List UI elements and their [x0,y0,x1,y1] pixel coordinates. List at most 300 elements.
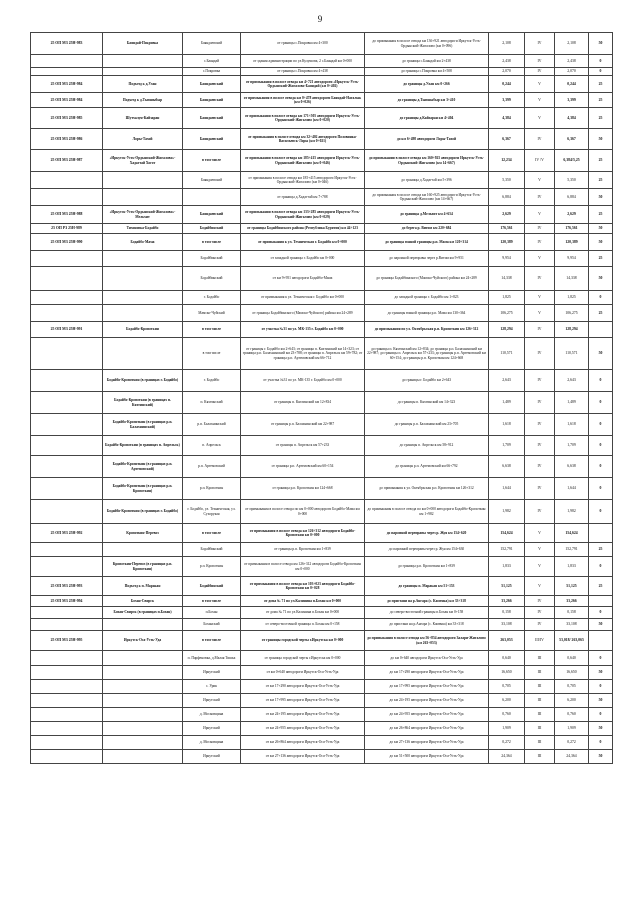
district-cell: Бодайбинский [183,543,241,557]
length-cell: 0,760 [489,708,525,722]
to-cell: до примыкания в полосе отвода км 56+854 автодороги Залари-Жигалово (км 263+053) [365,631,489,651]
length-cell: 154,624 [489,524,525,543]
road-name-cell: Бодайбо-Кропоткин [103,322,183,338]
category-cell: IV [525,267,555,291]
to-cell: до км 24+195 автодороги Иркутск-Оса-Усть-Уда [365,694,489,708]
road-name-cell [103,68,183,76]
length-cell: 0,705 [489,680,525,694]
road-code-cell [31,370,103,392]
category-cell: V [525,251,555,267]
road-code-cell [31,708,103,722]
width-cell: 50 [589,234,613,251]
road-name-cell [103,267,183,291]
length-cell: 12,234 [489,150,525,172]
length-cell: 2,438 [489,55,525,68]
length-by-category-cell: 0,705 [555,680,589,694]
length-cell: 14,338 [489,267,525,291]
table-row [31,172,613,189]
from-cell: от примыкания в полосе отвода км 32+402 автодороги Половинка-Васильевск-Лоры (км 0+021) [241,129,365,150]
to-cell: до границы д.Тыпшыбыр км 3+410 [365,93,489,108]
from-cell: от примыкания в полосе отвода км 4+721 автодороги «Иркутск-Усть-Ордынский-Жигалово-Баяндай (км 0+402) [241,76,365,93]
district-cell: Боханский [183,619,241,631]
from-cell: от границы с.Покровка км 4+300 [241,33,365,55]
length-cell: 1,709 [489,436,525,456]
road-code-cell [31,543,103,557]
district-cell: д. Московщина [183,708,241,722]
from-cell: от здания администрации по ул.Кулушова, 2 с.Баяндай км 0+000 [241,55,365,68]
length-by-category-cell: 33,108 [555,619,589,631]
from-cell: от примыкания в полосе отвода км 103+023 автодороги Бодайбо-Кропоткин км 0+028 [241,577,365,596]
road-code-cell [31,680,103,694]
table-row [31,93,613,108]
to-cell: до примыкания в полосе отвода км 160+925 автодороги Иркутск-Усть-Ордынский-Жигалово (км 14+667) [365,189,489,206]
from-cell: от примыкания в полосе отвода км 185+415 автодороги Иркутск-Усть-Ордынский-Жигалово (км 0+046) [241,172,365,189]
road-name-cell: «Иркутск-Усть-Ордынский-Жигалово»-Мельхит [103,206,183,224]
category-cell: IV [525,129,555,150]
category-cell: IV [525,500,555,524]
table-row [31,500,613,524]
from-cell: от границы п. Кяхтинский км 12+834 [241,392,365,414]
district-cell: в том числе [183,631,241,651]
road-name-cell: Бодайбо-Кропоткин (в границах р.п. Артемовский) [103,456,183,478]
length-cell: 1,644 [489,478,525,500]
width-cell: 0 [589,680,613,694]
category-cell: III [525,750,555,764]
to-cell: до границы п. Маракан км 51+153 [365,577,489,596]
width-cell: 50 [589,666,613,680]
district-cell: д. Московщина [183,736,241,750]
to-cell: до границы южной границы р.п. Мама км 120+314 [365,234,489,251]
from-cell: от участка №31 по ул. МК-135 г. Бодайбо км 0+000 [241,322,365,338]
category-cell: V [525,93,555,108]
width-cell [589,524,613,543]
table-row [31,478,613,500]
table-row [31,694,613,708]
width-cell: 25 [589,577,613,596]
category-cell: IV [525,322,555,338]
category-cell: III/IV [525,631,555,651]
district-cell: Баяндаевский [183,206,241,224]
length-by-category-cell: 2,629 [555,206,589,224]
to-cell: до км 17+995 автодороги Иркутск-Оса-Усть-Уда [365,680,489,694]
road-name-cell: Баяндай-Покровка [103,33,183,55]
to-cell: до берега р. Витим км 220+684 [365,224,489,234]
table-row [31,234,613,251]
from-cell: от примыкания в полосе отвода км 133+285 автодороги Иркутск-Усть-Ордынский-Жигалово (км 0+029) [241,206,365,224]
district-cell: Иркутский [183,722,241,736]
road-code-cell: 25 ОП МЗ 25Н-985 [31,108,103,129]
road-name-cell: Бохан-Свирск [103,596,183,607]
width-cell: 25 [589,543,613,557]
table-row [31,543,613,557]
road-code-cell: 25 ОП МЗ 25Н-983 [31,33,103,55]
road-code-cell: 25 ОП МЗ 25Н-994 [31,596,103,607]
length-cell: 1,982 [489,500,525,524]
from-cell: от примыкания в полосе отвода по км 0+000 автодороги Бодайбо-Мама км 0+000 [241,500,365,524]
roads-table [30,32,613,764]
to-cell: до границы Бодайбинского (Мамско-Чуйского) района км 24+289 [365,267,489,291]
district-cell: Иркутский [183,666,241,680]
table-row [31,680,613,694]
to-cell: до границы южной границы р.п. Мама км 130+364 [365,305,489,322]
from-cell: от км 24+955 автодороги Иркутск-Оса-Усть-Уда [241,722,365,736]
width-cell: 25 [589,93,613,108]
table-row [31,736,613,750]
road-code-cell [31,651,103,666]
district-cell: Мамско-Чуйский [183,305,241,322]
category-cell: IV /V [525,150,555,172]
width-cell: 0 [589,370,613,392]
width-cell: 50 [589,722,613,736]
from-cell: от границы Бодайбинского (Мамско-Чуйского) района км 24+289 [241,305,365,322]
road-name-cell: Кропоткин-Перевоз (в границах р.п. Кропоткин) [103,557,183,577]
length-cell: 33,108 [489,619,525,631]
road-code-cell [31,68,103,76]
category-cell: IV [525,370,555,392]
road-code-cell [31,305,103,322]
category-cell: V [525,543,555,557]
district-cell: Бодайбинский [183,251,241,267]
width-cell: 25 [589,172,613,189]
road-name-cell: Бодайбо-Кропоткин (в границах р.п. Кропоткин) [103,478,183,500]
length-cell: 0,158 [489,607,525,619]
road-code-cell [31,189,103,206]
district-cell: р.п. Кропоткин [183,557,241,577]
to-cell: до границы п. Кяхтинский км 14+323 [365,392,489,414]
table-row [31,722,613,736]
length-by-category-cell: 3,399 [555,93,589,108]
length-cell: 6,200 [489,694,525,708]
length-cell: 51,125 [489,577,525,596]
district-cell: г. Бодайбо [183,291,241,305]
category-cell: IV [525,68,555,76]
to-cell: до примыкания по ул. Октябрьская р.п. Кропоткин км 126+312 [365,322,489,338]
width-cell: 0 [589,557,613,577]
to-cell: до границы д.Мельхит км 4+654 [365,206,489,224]
width-cell: 0 [589,68,613,76]
length-cell: 2,643 [489,370,525,392]
road-name-cell: Иркутск-Оса-Усть-Уда [103,631,183,651]
table-row [31,338,613,370]
length-by-category-cell: 1,489 [555,392,589,414]
width-cell: 0 [589,436,613,456]
length-cell: 106,275 [489,305,525,322]
from-cell: от примыкания в полосе отвода км 171+505 автодороги Иркутск-Усть-Ордынский-Жигалово (км 0+020) [241,108,365,129]
district-cell: в том числе [183,150,241,172]
page-number: 9 [317,14,323,24]
road-code-cell: 25 ОП МЗ 25Н-986 [31,129,103,150]
from-cell: от границы с.Покровка км 4+438 [241,68,365,76]
road-name-cell: Подъезд к п. Маракан [103,577,183,596]
district-cell: п.Бохан [183,607,241,619]
to-cell: до границы р.п. Кропоткин км 1+839 [365,557,489,577]
width-cell: 25 [589,206,613,224]
road-name-cell [103,736,183,750]
district-cell: Баяндаевский [183,76,241,93]
length-cell: 152,791 [489,543,525,557]
road-name-cell [103,708,183,722]
length-by-category-cell: 0,272 [555,736,589,750]
length-by-category-cell: 1,709 [555,436,589,456]
road-code-cell [31,722,103,736]
table-row [31,224,613,234]
to-cell: до границы г. Бодайбо км 2+643 [365,370,489,392]
road-code-cell [31,607,103,619]
road-code-cell: 25 ОП МЗ 25Н-987 [31,150,103,172]
road-name-cell: Подъезд к д.Улан [103,76,183,93]
width-cell: 0 [589,55,613,68]
length-cell: 1,825 [489,291,525,305]
district-cell: в том числе [183,338,241,370]
from-cell: от границы городской черты г.Иркутска км 0+000 [241,651,365,666]
district-cell: г. Бодайбо [183,370,241,392]
length-cell: 9,954 [489,251,525,267]
road-code-cell: 25 ОП МЗ 25Н-992 [31,524,103,543]
length-by-category-cell: 0,244 [555,76,589,93]
district-cell: с.Покровка [183,68,241,76]
table-row [31,267,613,291]
road-code-cell: 25 ОП РЗ 25Н-989 [31,224,103,234]
road-code-cell [31,172,103,189]
length-cell: 120,389 [489,234,525,251]
length-cell: 176,561 [489,224,525,234]
category-cell: III [525,736,555,750]
table-row [31,76,613,93]
road-code-cell: 25 ОП МЗ 25Н-995 [31,631,103,651]
to-cell: до примыкания в полосе отвода км 160+925 автодороги Иркутск-Усть-Ордынский-Жигалово (км 14+667) [365,150,489,172]
table-row [31,251,613,267]
road-name-cell: Подъезд к д.Тыпшыбыр [103,93,183,108]
length-by-category-cell: 6,884 [555,189,589,206]
width-cell: 50 [589,33,613,55]
width-cell: 0 [589,607,613,619]
road-code-cell: 25 ОП МЗ 25Н-993 [31,577,103,596]
length-cell: 2,629 [489,206,525,224]
from-cell: от км 24+195 автодороги Иркутск-Оса-Усть-Уда [241,708,365,722]
length-by-category-cell: 6,384/5,25 [555,150,589,172]
category-cell: IV [525,619,555,631]
category-cell: IV [525,33,555,55]
road-code-cell [31,666,103,680]
table-row [31,631,613,651]
category-cell: IV [525,234,555,251]
to-cell: до примыкания к ул. Октябрьская р.п. Кропоткин км 126+312 [365,478,489,500]
length-cell: 128,294 [489,322,525,338]
length-cell: 263,053 [489,631,525,651]
length-by-category-cell: 2,108 [555,33,589,55]
length-by-category-cell: 5,350 [555,172,589,189]
length-by-category-cell: 16,650 [555,666,589,680]
category-cell: V [525,291,555,305]
from-cell: от участка №31 по ул. МК-135 г. Бодайбо км 0+000 [241,370,365,392]
from-cell: от границы р.п. Артемовский км 60+154 [241,456,365,478]
category-cell: IV [525,607,555,619]
from-cell: от примыкания в полосе отвода км 0+478 автодороги Баяндай-Нагалык (км 0+026) [241,93,365,108]
length-by-category-cell: 1,644 [555,478,589,500]
from-cell: от границы р.п. Балахнинский км 22+987 [241,414,365,436]
district-cell: Баяндаевский [183,129,241,150]
to-cell: до км 0+640 автодороги Иркутск-Оса-Усть-Уда [365,651,489,666]
district-cell: Иркутский [183,694,241,708]
to-cell: до пристани на р.Ангара (с. Каменка) км 33+318 [365,596,489,607]
road-code-cell [31,251,103,267]
to-cell: до пристани на р.Ангара (с. Каменка) км 33+318 [365,619,489,631]
width-cell: 0 [589,414,613,436]
category-cell: V [525,108,555,129]
table-row [31,370,613,392]
district-cell [183,189,241,206]
district-cell: Баяндаевский [183,108,241,129]
length-cell: 24,364 [489,750,525,764]
width-cell: 0 [589,392,613,414]
to-cell: до паромной переправы через р. Жуя км 154+620 [365,524,489,543]
from-cell: от границы городской черты г.Иркутска км 0+000 [241,631,365,651]
to-cell: до км 26+864 автодороги Иркутск-Оса-Усть-Уда [365,722,489,736]
width-cell: 50 [589,694,613,708]
table-row [31,651,613,666]
road-name-cell [103,680,183,694]
from-cell: от км 9+951 автодороги Бодайбо-Мама [241,267,365,291]
district-cell: Баяндаевский [183,172,241,189]
road-name-cell: «Иркутск-Усть-Ордынский-Жигалово»-Хадагтай Хогот [103,150,183,172]
length-cell: 6,367 [489,129,525,150]
table-row [31,305,613,322]
category-cell: IV [525,392,555,414]
table-row [31,414,613,436]
width-cell: 25 [589,76,613,93]
category-cell: V [525,76,555,93]
road-code-cell [31,291,103,305]
to-cell: до границы п. Кяхтинский км 12+834; до границы р.п. Балахнинский км 22+987; до границы п. Апрельск км 57+233; до границы р.п. Артемовский км 60+154; до границы р.п. Кропоткин км 124+668 [365,338,489,370]
length-by-category-cell: 152,791 [555,543,589,557]
length-by-category-cell: 1,833 [555,557,589,577]
category-cell: IV [525,189,555,206]
road-name-cell [103,172,183,189]
road-name-cell [103,251,183,267]
from-cell: от примыкания к ул. Техническая г. Бодайбо км 0+000 [241,234,365,251]
table-row [31,392,613,414]
from-cell: от примыкания в полосе отвода км 185+415 автодороги Иркутск-Усть-Ордынский-Жигалово (км 0+046) [241,150,365,172]
road-name-cell [103,666,183,680]
length-by-category-cell: 53,018/ 263,065 [555,631,589,651]
length-cell: 33,266 [489,596,525,607]
from-cell: от примыкания в полосе отвода км 126+312 автодороги Бодайбо-Кропоткин км 0+000 [241,557,365,577]
length-by-category-cell: 1,825 [555,291,589,305]
width-cell: 0 [589,500,613,524]
road-code-cell: 25 ОП МЗ 25Н-984 [31,76,103,93]
length-cell: 2,108 [489,33,525,55]
table-row [31,456,613,478]
from-cell: от км 0+640 автодороги Иркутск-Оса-Усть-Уда [241,666,365,680]
road-code-cell: 25 ОП МЗ 25Н-990 [31,234,103,251]
category-cell: V [525,305,555,322]
width-cell: 0 [589,456,613,478]
district-cell: п. Кяхтинский [183,392,241,414]
from-cell: от км 27+136 автодороги Иркутск-Оса-Усть-Уда [241,750,365,764]
to-cell: до границы д.Кайзаран км 4+404 [365,108,489,129]
category-cell: III [525,722,555,736]
road-name-cell [103,694,183,708]
road-name-cell: Бодайбо-Мама [103,234,183,251]
category-cell: V [525,206,555,224]
district-cell: р.п. Артемовский [183,456,241,478]
length-by-category-cell: 0,760 [555,708,589,722]
table-row [31,33,613,55]
to-cell: до границы р.п. Балахнинский км 23+705 [365,414,489,436]
length-by-category-cell: 1,618 [555,414,589,436]
district-cell: Баяндаевский [183,93,241,108]
district-cell: Бодайбинский [183,224,241,234]
width-cell: 50 [589,189,613,206]
road-name-cell [103,189,183,206]
road-name-cell: Бодайбо-Кропоткин (в границах п. Апрельск) [103,436,183,456]
road-code-cell: 25 ОП МЗ 25Н-991 [31,322,103,338]
road-name-cell [103,55,183,68]
length-cell: 0,244 [489,76,525,93]
district-cell: в том числе [183,596,241,607]
road-code-cell [31,392,103,414]
road-code-cell [31,456,103,478]
width-cell: 50 [589,750,613,764]
road-code-cell [31,736,103,750]
from-cell: от границы Бодайбинского района (Республика Бурятия) км 44+123 [241,224,365,234]
category-cell: III [525,666,555,680]
from-cell: от дома № 71 по ул.Калинина п.Бохан км 0+000 [241,596,365,607]
from-cell: от западной границы г. Бодайбо км 0+000 [241,251,365,267]
table-row [31,68,613,76]
length-by-category-cell: 6,200 [555,694,589,708]
district-cell: в том числе [183,234,241,251]
to-cell: до границы с.Баяндай км 2+438 [365,55,489,68]
from-cell: от дома № 71 по ул.Калинина п.Бохан км 0+000 [241,607,365,619]
from-cell: от границы р.п. Кропоткин км 124+668 [241,478,365,500]
category-cell: III [525,680,555,694]
road-name-cell: Лоры-Тахой [103,129,183,150]
length-by-category-cell: 2,070 [555,68,589,76]
road-name-cell: Кропоткин-Перевоз [103,524,183,543]
table-row [31,557,613,577]
road-name-cell [103,543,183,557]
from-cell: от км 26+864 автодороги Иркутск-Оса-Усть-Уда [241,736,365,750]
width-cell: 25 [589,305,613,322]
from-cell: от примыкания в полосе отвода км 126+312 автодороги Бодайбо-Кропоткин км 0+000 [241,524,365,543]
road-name-cell [103,619,183,631]
category-cell: IV [525,224,555,234]
width-cell: 50 [589,619,613,631]
category-cell: III [525,651,555,666]
length-by-category-cell: 6,367 [555,129,589,150]
category-cell: IV [525,338,555,370]
to-cell: до паромной переправы через р. Жуя км 154+630 [365,543,489,557]
from-cell: от северо-восточной границы п. Бохан км 0+158 [241,619,365,631]
length-cell: 4,384 [489,108,525,129]
length-by-category-cell: 51,125 [555,577,589,596]
district-cell: в том числе [183,322,241,338]
length-by-category-cell: 110,571 [555,338,589,370]
district-cell: Бодайбинский [183,577,241,596]
to-cell: до км 51+500 автодороги Иркутск-Оса-Усть-Уда [365,750,489,764]
category-cell: V [525,557,555,577]
district-cell: в том числе [183,524,241,543]
width-cell: 25 [589,108,613,129]
length-cell: 3,399 [489,93,525,108]
road-name-cell [103,750,183,764]
table-row [31,524,613,543]
category-cell: III [525,708,555,722]
road-name-cell [103,291,183,305]
from-cell: от границы г. Бодайбо км 2+643; от границы п. Кяхтинский км 14+323; от границы р.п. Балахнинский км 23+788; от границы п. Апрельск км 59+782; от границы р.п. Артемовский км 66+712 [241,338,365,370]
district-cell: п. Парфеновка, д.Малая Тишка [183,651,241,666]
